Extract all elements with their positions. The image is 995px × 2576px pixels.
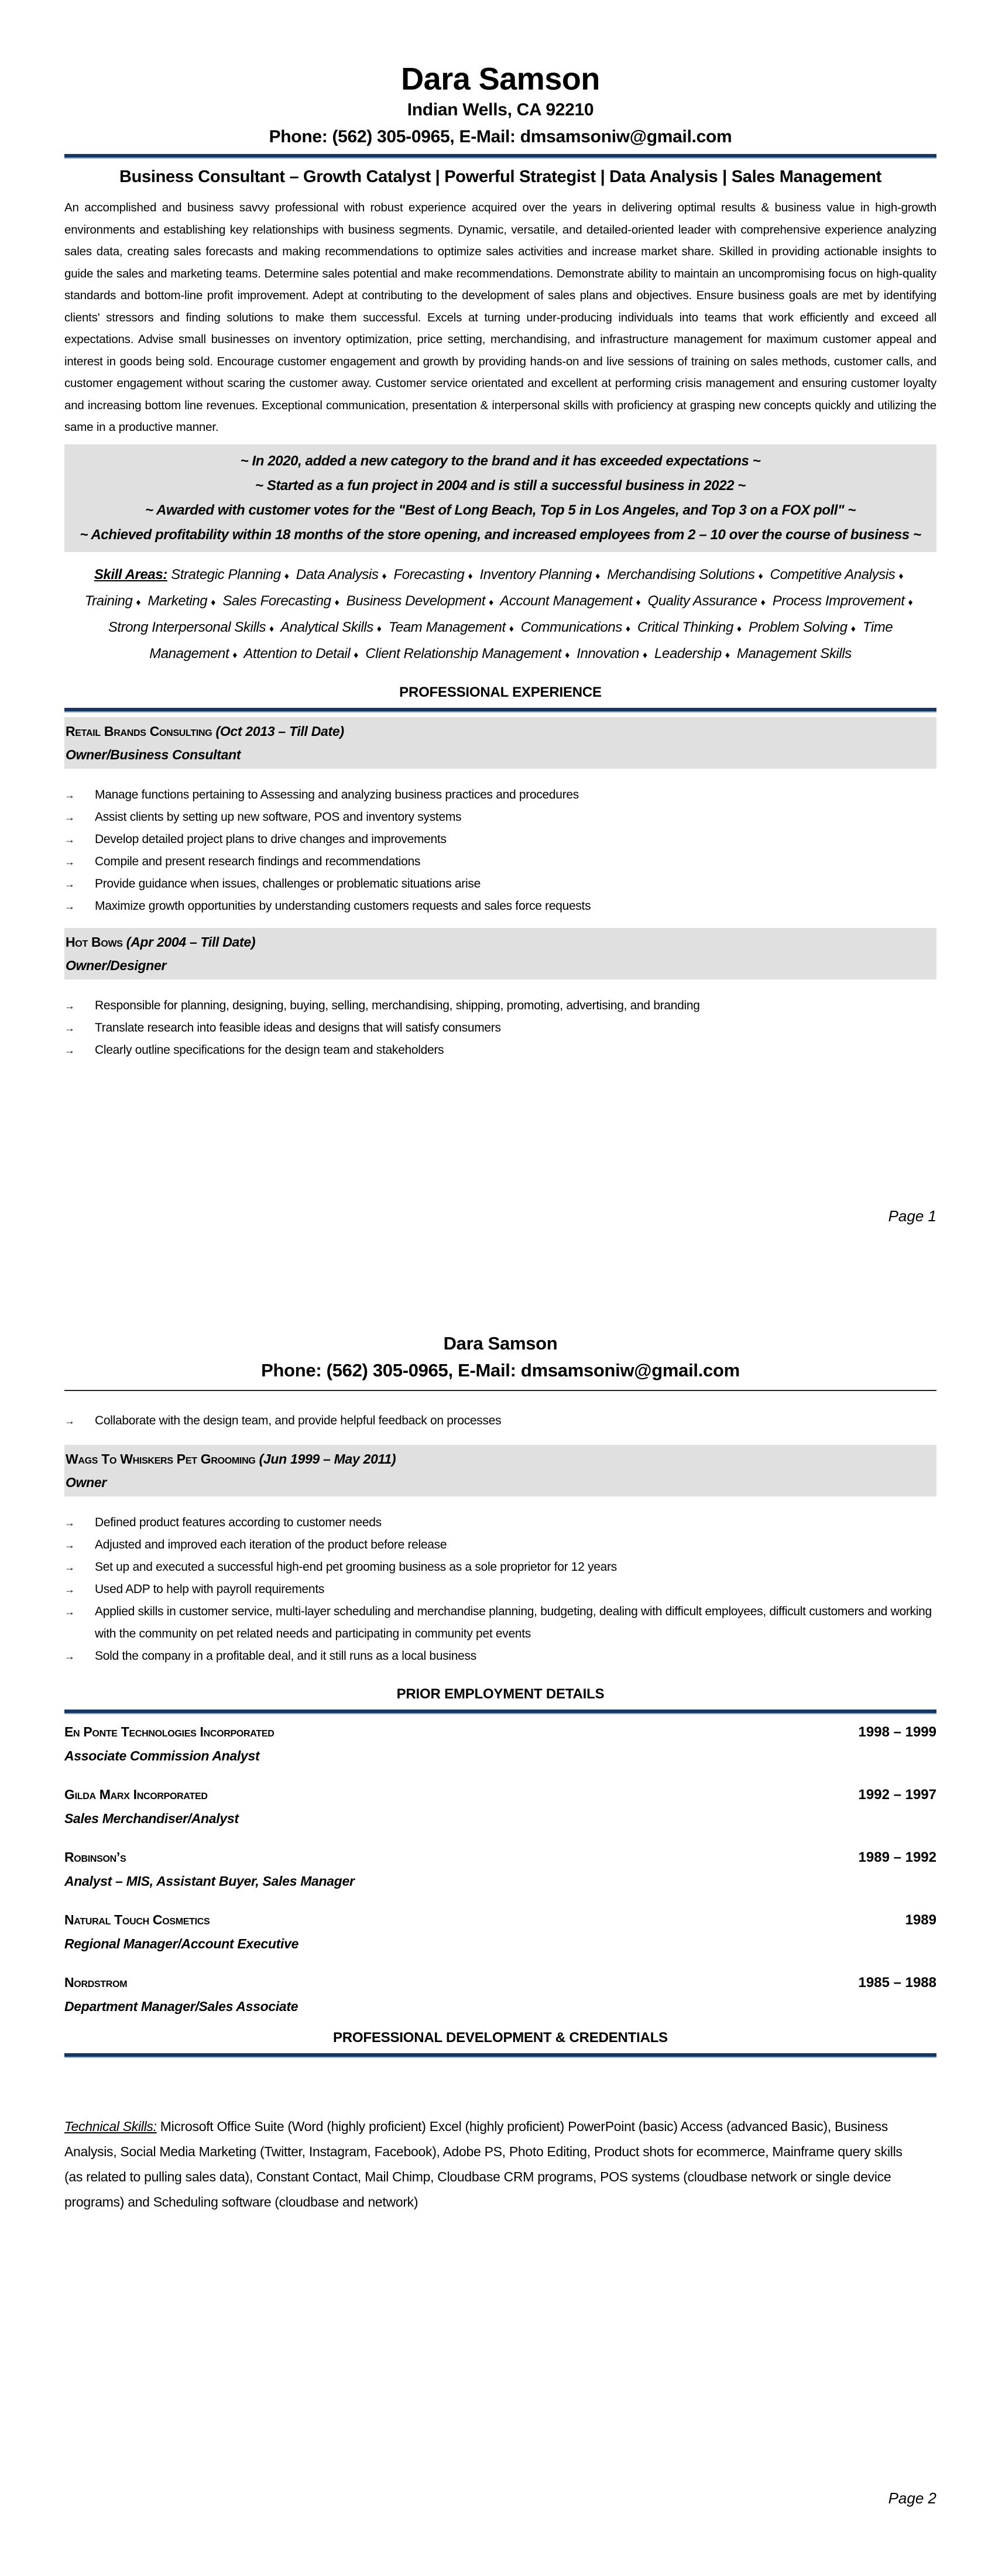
candidate-name: Dara Samson [443,1333,558,1354]
continued-bullets [64,1410,936,1432]
prior-company: En Ponte Technologies Incorporated [64,1724,275,1739]
skill-item: Leadership [654,645,722,662]
job-dates: (Oct 2013 – Till Date) [215,723,344,739]
skill-item: Analytical Skills [280,619,373,635]
profile-summary: An accomplished and business savvy professional with robust experience acquired over the years in delivering optimal results & business value in high-growth environments and establishing key relationships with business segments. Dynamic, versatile, and detailed-oriented leader with comprehensive experience analyzing sales data, creating sales forecasts and making recommendations to optimize sales activities and increase market share. Skilled in providing actionable insights to guide the sales and marketing teams. Determine sales potential and make recommendations. Demonstrate ability to maintain an uncompromising focus on high-quality standards and bottom-line profit improvement. Adept at contributing to the development of sales plans and objectives. Ensure business goals are met by identifying clients' stressors and finding solutions to make them successful. Excels at turning under-producing individuals into teams that work efficiently and exceed all expectations. Advise small businesses on inventory optimization, price setting, merchandising, and infrastructure management for maximum customer appeal and interest in goods being sold. Encourage customer engagement and growth by providing hands-on and live sessions of training on sales methods, customer calls, and customer engagement without scaring the customer away. Customer service orientated and excellent at performing crisis management and ensuring customer loyalty and increasing bottom line revenues. Exceptional communication, presentation & interpersonal skills with proficiency at grasping new concepts quickly and utilizing the same in a productive manner. [64,201,936,434]
diamond-separator-icon: ♦ [595,571,600,581]
arrow-right-icon: → [64,855,75,868]
diamond-separator-icon: ♦ [725,650,730,660]
bullet-item: → Responsible for planning, designing, buying, selling, merchandising, shipping, promoting, advertising, and branding [64,995,936,1017]
arrow-right-icon: → [64,1044,75,1056]
prior-years: 1998 – 1999 [858,1724,936,1740]
arrow-right-icon: → [64,1022,75,1034]
arrow-right-icon: → [64,999,75,1012]
prior-company: Natural Touch Cosmetics [64,1912,210,1927]
job-company: Wags To Whiskers Pet Grooming [66,1451,256,1467]
arrow-right-icon: → [64,900,75,912]
bullet-item: → Set up and executed a successful high-end pet grooming business as a sole proprietor for 12 years [64,1556,936,1578]
bullet-item: → Provide guidance when issues, challenges or problematic situations arise [64,873,936,895]
resume-page-1 [64,61,936,1061]
bullet-item: → Applied skills in customer service, multi-layer scheduling and merchandise planning, budgeting, dealing with difficult employees, difficult customers and working with the community on pet related needs and participating in community pet events [64,1601,936,1645]
job-entry [64,1445,936,1667]
section-title-credentials: PROFESSIONAL DEVELOPMENT & CREDENTIALS [332,2030,668,2046]
header-divider [64,154,936,159]
job-role: Owner/Designer [66,957,167,973]
diamond-separator-icon: ♦ [269,624,274,634]
diamond-separator-icon: ♦ [509,624,514,634]
prior-years: 1989 [905,1912,936,1928]
technical-skills-label: Technical Skills: [64,2119,157,2134]
highlights-box [64,444,936,552]
arrow-right-icon: → [64,833,75,845]
bullet-item: → Maximize growth opportunities by understanding customers requests and sales force requests [64,895,936,917]
diamond-separator-icon: ♦ [760,597,766,608]
diamond-separator-icon: ♦ [850,624,856,634]
page-number: Page 2 [888,2489,936,2507]
bullet-item: → Compile and present research findings and recommendations [64,851,936,873]
bullet-item: → Develop detailed project plans to drive changes and improvements [64,828,936,851]
diamond-separator-icon: ♦ [136,597,141,608]
candidate-contact: Phone: (562) 305-0965, E-Mail: dmsamsoniw@gmail.com [269,127,732,146]
diamond-separator-icon: ♦ [232,650,238,660]
arrow-right-icon: → [64,1606,75,1618]
arrow-right-icon: → [64,1415,75,1427]
prior-employment-item [64,1720,936,1767]
prior-employment-item [64,1845,936,1893]
skill-item: Inventory Planning [479,566,592,583]
arrow-right-icon: → [64,1650,75,1662]
diamond-separator-icon: ♦ [565,650,569,660]
prior-role: Department Manager/Sales Associate [64,1999,298,2014]
skill-item: Forecasting [393,566,465,583]
prior-employment-item [64,1783,936,1830]
section-divider [64,708,936,712]
prior-years: 1985 – 1988 [858,1975,936,1991]
bullet-item: → Defined product features according to customer needs [64,1512,936,1534]
skill-item: Time Management [149,619,893,662]
arrow-right-icon: → [64,1539,75,1551]
arrow-right-icon: → [64,1584,75,1595]
bullet-item: → Collaborate with the design team, and provide helpful feedback on processes [64,1410,936,1432]
candidate-contact: Phone: (562) 305-0965, E-Mail: dmsamsoniw@gmail.com [261,1360,740,1381]
bullet-item: → Sold the company in a profitable deal, and it still runs as a local business [64,1645,936,1667]
diamond-separator-icon: ♦ [211,597,216,608]
skill-item: Merchandising Solutions [607,566,755,583]
diamond-separator-icon: ♦ [489,597,493,608]
page-number: Page 1 [888,1207,936,1225]
job-entry [64,928,936,1061]
arrow-right-icon: → [64,878,75,890]
prior-company: Nordstrom [64,1975,128,1990]
skill-item: Business Development [346,592,486,609]
highlight-item: ~ Awarded with customer votes for the "Best of Long Beach, Top 5 in Los Angeles, and Top 3 on a FOX poll" ~ [145,502,856,518]
bullet-item: → Translate research into feasible ideas and designs that will satisfy consumers [64,1017,936,1039]
skill-item: Quality Assurance [647,592,757,609]
bullet-item: → Used ADP to help with payroll requirements [64,1578,936,1601]
bullet-item: → Clearly outline specifications for the design team and stakeholders [64,1039,936,1061]
skill-item: Competitive Analysis [770,566,896,583]
diamond-separator-icon: ♦ [284,571,289,581]
diamond-separator-icon: ♦ [625,624,630,634]
diamond-separator-icon: ♦ [382,571,387,581]
section-title-experience: PROFESSIONAL EXPERIENCE [399,684,602,700]
highlight-item: ~ Started as a fun project in 2004 and is still a successful business in 2022 ~ [255,477,746,494]
candidate-name: Dara Samson [401,61,600,97]
technical-skills [64,2114,936,2215]
resume-page-2 [64,1330,936,2215]
job-bullets [64,995,936,1061]
skill-item: Problem Solving [748,619,848,635]
skill-areas-label: Skill Areas: [94,566,167,583]
job-bullets [64,1512,936,1667]
prior-role: Analyst – MIS, Assistant Buyer, Sales Manager [64,1873,355,1889]
skill-item: Account Management [500,592,633,609]
job-bullets [64,784,936,917]
bullet-item: → Adjusted and improved each iteration of the product before release [64,1534,936,1556]
professional-headline: Business Consultant – Growth Catalyst | Powerful Strategist | Data Analysis | Sales Management [119,167,882,186]
diamond-separator-icon: ♦ [898,571,904,581]
arrow-right-icon: → [64,789,75,801]
skill-item: Client Relationship Management [365,645,562,662]
highlight-item: ~ In 2020, added a new category to the brand and it has exceeded expectations ~ [240,453,761,469]
diamond-separator-icon: ♦ [468,571,473,581]
arrow-right-icon: → [64,1517,75,1529]
skill-item: Training [84,592,133,609]
diamond-separator-icon: ♦ [354,650,359,660]
prior-employment-list [64,1720,936,2018]
arrow-right-icon: → [64,811,75,823]
section-divider [64,2053,936,2058]
bullet-item: → Assist clients by setting up new software, POS and inventory systems [64,806,936,828]
prior-years: 1992 – 1997 [858,1787,936,1803]
job-company: Retail Brands Consulting [66,723,212,739]
diamond-separator-icon: ♦ [334,597,339,608]
prior-company: Robinson’s [64,1849,126,1865]
diamond-separator-icon: ♦ [643,650,647,660]
diamond-separator-icon: ♦ [636,597,641,608]
bullet-item: → Manage functions pertaining to Assessing and analyzing business practices and procedures [64,784,936,806]
job-header [64,1445,936,1496]
diamond-separator-icon: ♦ [758,571,763,581]
prior-company: Gilda Marx Incorporated [64,1787,208,1802]
diamond-separator-icon: ♦ [376,624,382,634]
diamond-separator-icon: ♦ [908,597,913,608]
skill-item: Team Management [388,619,506,635]
skill-item: Innovation [577,645,639,662]
skill-areas [64,563,936,668]
skill-item: Attention to Detail [243,645,351,662]
section-divider [64,1710,936,1714]
highlight-item: ~ Achieved profitability within 18 months of the store opening, and increased employees from 2 – 10 over the course of business ~ [80,526,921,543]
prior-employment-item [64,1971,936,2018]
prior-years: 1989 – 1992 [858,1849,936,1865]
skill-item: Strategic Planning [171,566,281,583]
diamond-separator-icon: ♦ [736,624,742,634]
prior-role: Associate Commission Analyst [64,1748,260,1763]
skill-item: Communications [520,619,622,635]
skill-item: Strong Interpersonal Skills [108,619,266,635]
prior-role: Sales Merchandiser/Analyst [64,1811,239,1826]
job-header [64,717,936,769]
skill-item: Management Skills [736,645,852,662]
job-role: Owner/Business Consultant [66,746,241,762]
prior-employment-item [64,1908,936,1955]
job-role: Owner [66,1475,107,1490]
skill-item: Marketing [147,592,208,609]
arrow-right-icon: → [64,1561,75,1573]
skill-item: Critical Thinking [637,619,733,635]
section-title-prior-employment: PRIOR EMPLOYMENT DETAILS [396,1686,605,1702]
job-entry [64,717,936,917]
candidate-location: Indian Wells, CA 92210 [407,100,594,119]
job-dates: (Jun 1999 – May 2011) [259,1451,396,1467]
technical-skills-text: Microsoft Office Suite (Word (highly proficient) Excel (highly proficient) PowerPoint (basic) Access (advanced Basic), Business Analysis, Social Media Marketing (Twitter, Instagram, Facebook), Adobe PS, Photo Editing, Product shots for ecommerce, Mainframe query skills (as related to pulling sales data), Constant Contact, Mail Chimp, Cloudbase CRM programs, POS systems (cloudbase network or single device programs) and Scheduling software (cloudbase and network) [64,2119,903,2210]
job-dates: (Apr 2004 – Till Date) [126,934,256,950]
skill-item: Sales Forecasting [222,592,331,609]
header-divider [64,1390,936,1391]
job-company: Hot Bows [66,934,123,950]
skill-item: Data Analysis [296,566,379,583]
job-header [64,928,936,979]
skill-item: Process Improvement [772,592,905,609]
prior-role: Regional Manager/Account Executive [64,1936,299,1951]
